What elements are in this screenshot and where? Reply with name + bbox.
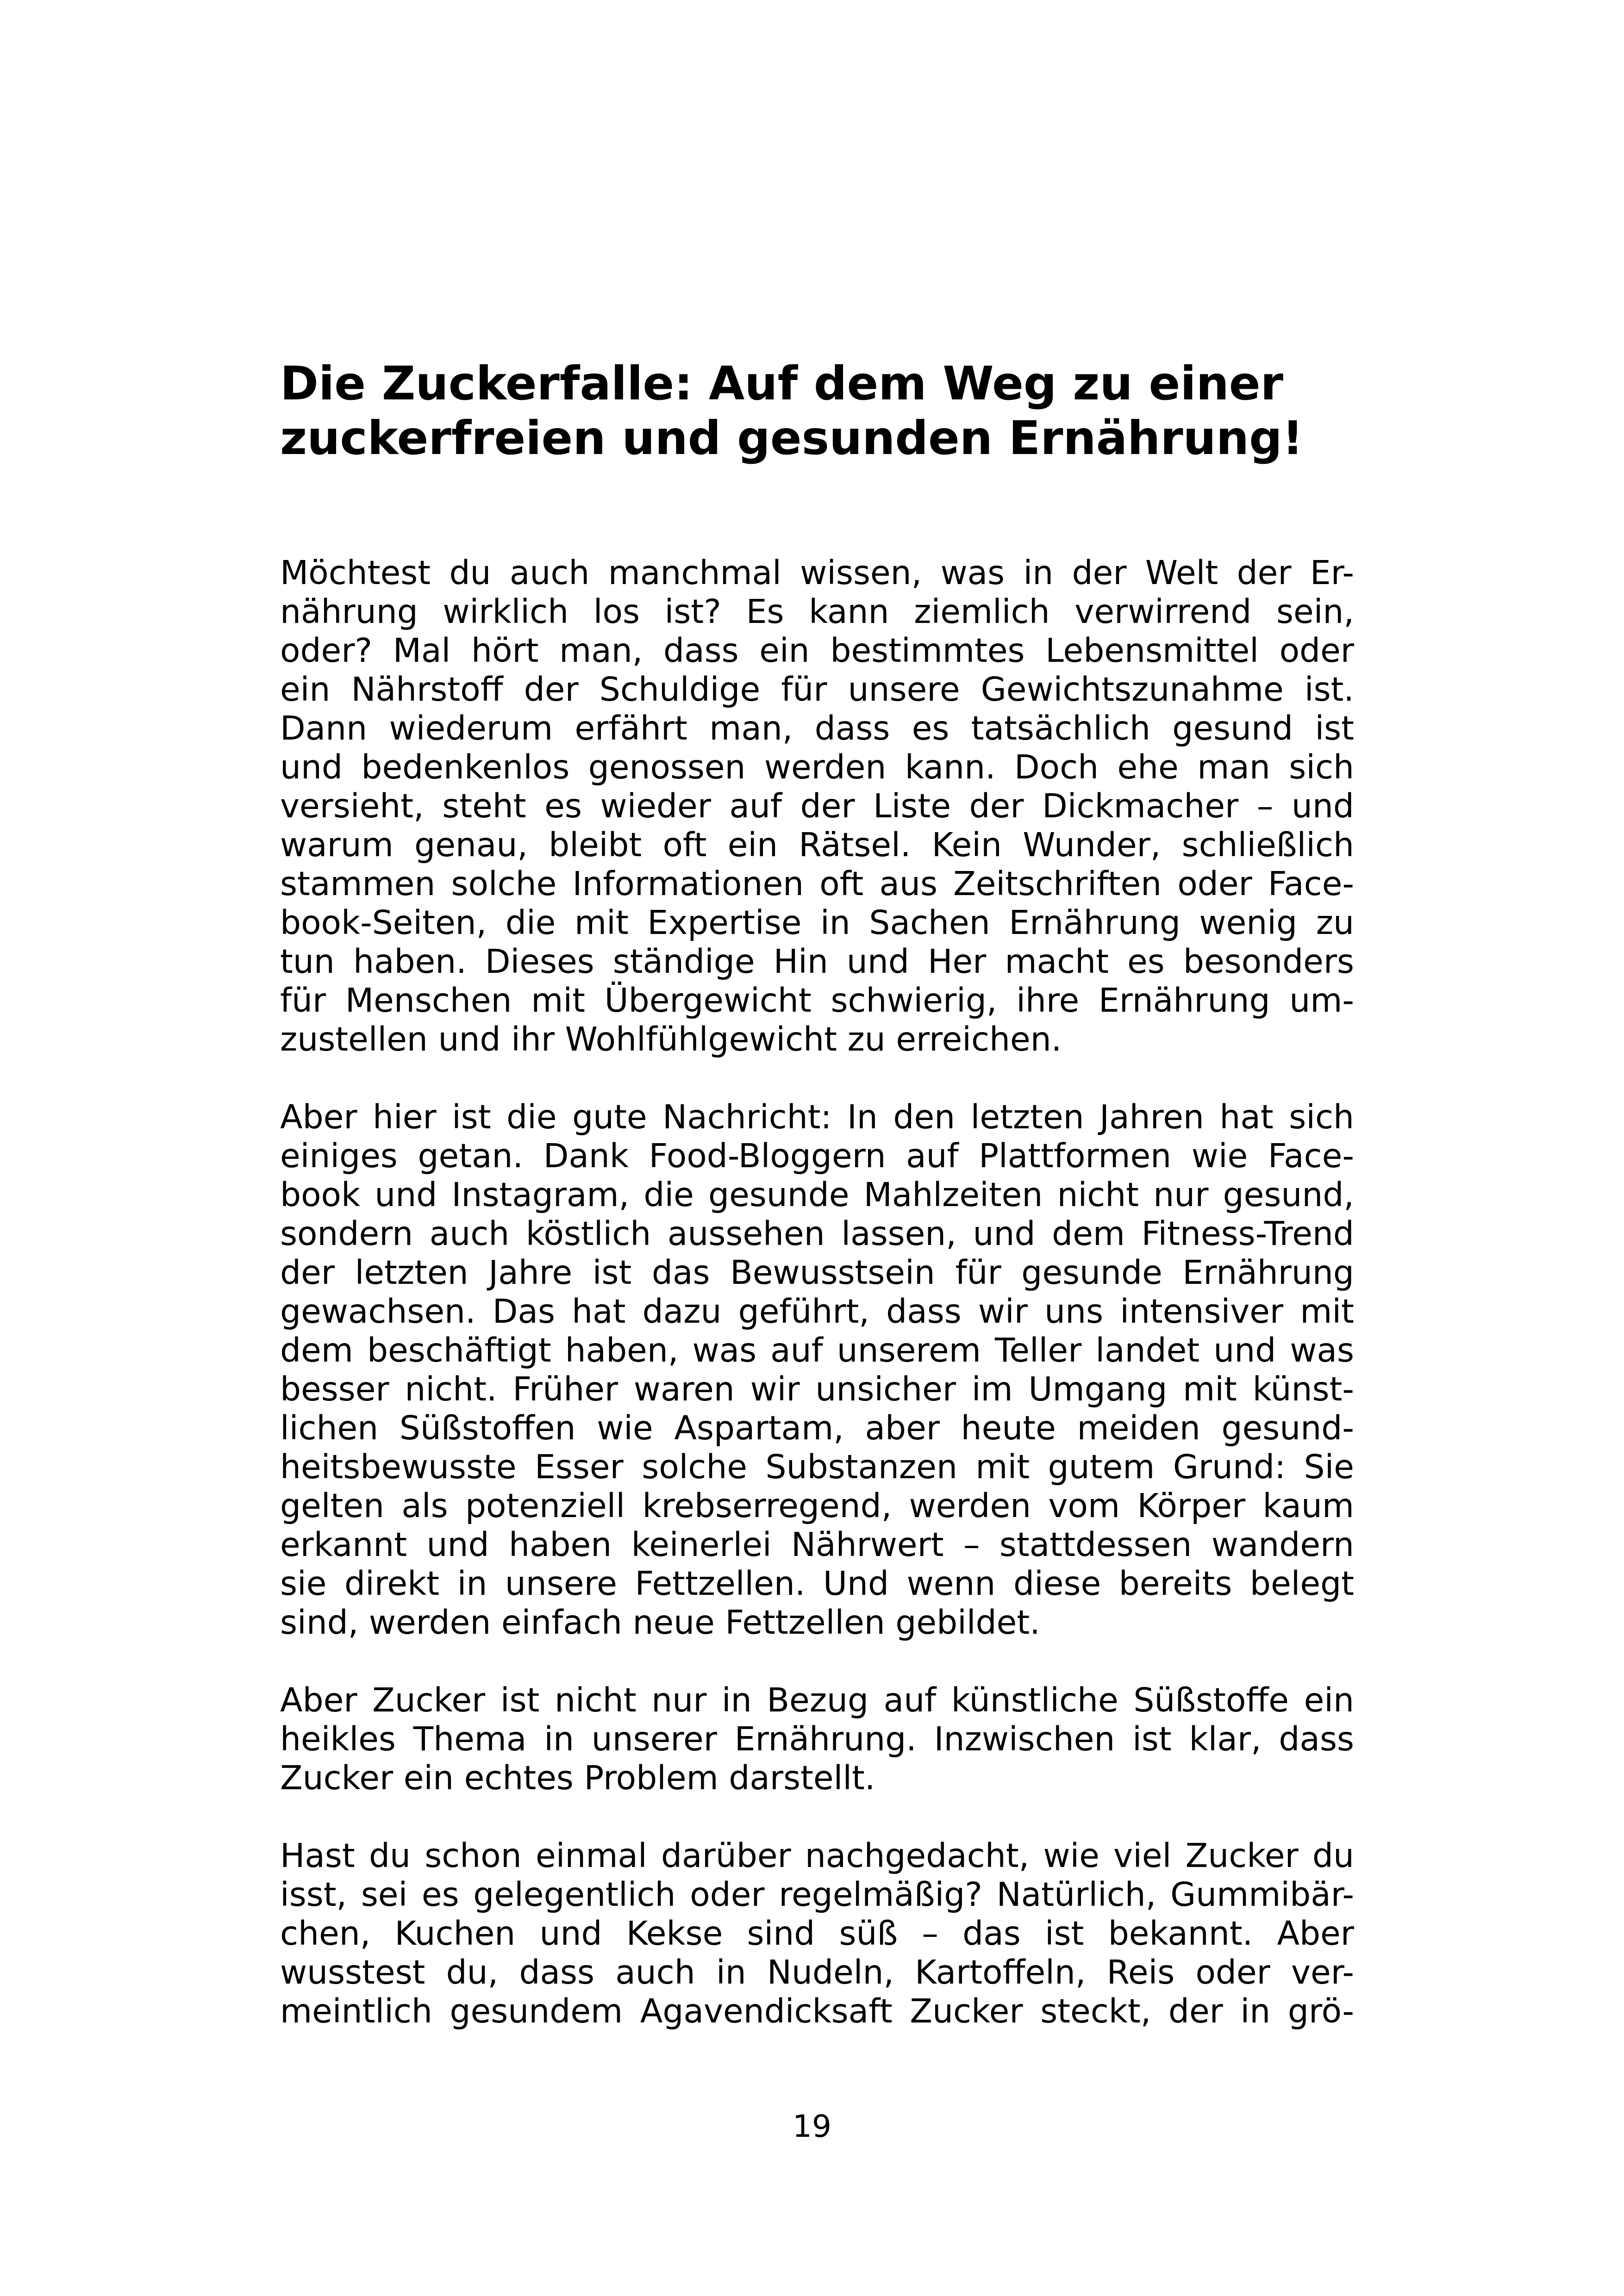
text-line: nährung wirklich los ist? Es kann ziemlich verwirrend sein, — [280, 592, 1354, 631]
text-line: gelten als potenziell krebserregend, werden vom Körper kaum — [280, 1487, 1354, 1525]
text-line: versieht, steht es wieder auf der Liste der Dickmacher – und — [280, 787, 1354, 825]
text-line: sondern auch köstlich aussehen lassen, und dem Fitness-Trend — [280, 1214, 1354, 1253]
text-line: besser nicht. Früher waren wir unsicher im Umgang mit künst- — [280, 1370, 1354, 1408]
body-paragraph — [280, 554, 1354, 1059]
text-line: erkannt und haben keinerlei Nährwert – stattdessen wandern — [280, 1525, 1354, 1564]
body-paragraph — [280, 1098, 1354, 1642]
text-line: wusstest du, dass auch in Nudeln, Kartoffeln, Reis oder ver- — [280, 1953, 1354, 1991]
text-line: Aber hier ist die gute Nachricht: In den letzten Jahren hat sich — [280, 1098, 1354, 1136]
body-paragraph — [280, 1681, 1354, 1798]
chapter-title-line: zuckerfreien und gesunden Ernährung! — [280, 411, 1304, 465]
text-line: zustellen und ihr Wohlfühlgewicht zu erreichen. — [280, 1020, 1062, 1058]
text-line: tun haben. Dieses ständige Hin und Her macht es besonders — [280, 942, 1354, 981]
body-paragraph — [280, 1836, 1354, 2031]
text-line: sie direkt in unsere Fettzellen. Und wenn diese bereits belegt — [280, 1564, 1354, 1603]
text-line: heitsbewusste Esser solche Substanzen mit gutem Grund: Sie — [280, 1448, 1354, 1486]
text-line: oder? Mal hört man, dass ein bestimmtes Lebensmittel oder — [280, 631, 1354, 670]
text-line: Dann wiederum erfährt man, dass es tatsächlich gesund ist — [280, 709, 1354, 747]
text-line: heikles Thema in unserer Ernährung. Inzwischen ist klar, dass — [280, 1720, 1354, 1758]
text-line: ein Nährstoff der Schuldige für unsere Gewichtszunahme ist. — [280, 670, 1354, 709]
text-line: chen, Kuchen und Kekse sind süß – das ist bekannt. Aber — [280, 1914, 1354, 1953]
text-line: für Menschen mit Übergewicht schwierig, ihre Ernährung um- — [280, 981, 1354, 1020]
text-line: stammen solche Informationen oft aus Zeitschriften oder Face- — [280, 865, 1354, 903]
text-line: dem beschäftigt haben, was auf unserem Teller landet und was — [280, 1331, 1354, 1369]
text-line: gewachsen. Das hat dazu geführt, dass wir uns intensiver mit — [280, 1292, 1354, 1331]
text-line: meintlich gesundem Agavendicksaft Zucker steckt, der in grö- — [280, 1992, 1354, 2030]
text-line: warum genau, bleibt oft ein Rätsel. Kein Wunder, schließlich — [280, 826, 1354, 864]
text-line: Zucker ein echtes Problem darstellt. — [280, 1759, 875, 1797]
text-line: Aber Zucker ist nicht nur in Bezug auf künstliche Süßstoffe ein — [280, 1681, 1354, 1719]
text-line: book-Seiten, die mit Expertise in Sachen Ernährung wenig zu — [280, 903, 1354, 942]
text-line: isst, sei es gelegentlich oder regelmäßig? Natürlich, Gummibär- — [280, 1875, 1354, 1914]
page-content — [280, 356, 1354, 2070]
text-line: lichen Süßstoffen wie Aspartam, aber heute meiden gesund- — [280, 1409, 1354, 1447]
text-line: Möchtest du auch manchmal wissen, was in der Welt der Er- — [280, 554, 1354, 592]
text-line: einiges getan. Dank Food-Bloggern auf Plattformen wie Face- — [280, 1137, 1354, 1175]
body-text — [280, 554, 1354, 2031]
text-line: sind, werden einfach neue Fettzellen gebildet. — [280, 1603, 1040, 1642]
chapter-title-line: Die Zuckerfalle: Auf dem Weg zu einer — [280, 356, 1283, 411]
text-line: und bedenkenlos genossen werden kann. Doch ehe man sich — [280, 748, 1354, 786]
page-number: 19 — [793, 2109, 831, 2144]
text-line: book und Instagram, die gesunde Mahlzeiten nicht nur gesund, — [280, 1176, 1354, 1214]
text-line: Hast du schon einmal darüber nachgedacht, wie viel Zucker du — [280, 1836, 1354, 1875]
text-line: der letzten Jahre ist das Bewusstsein für gesunde Ernährung — [280, 1253, 1354, 1292]
chapter-title — [280, 356, 1354, 466]
